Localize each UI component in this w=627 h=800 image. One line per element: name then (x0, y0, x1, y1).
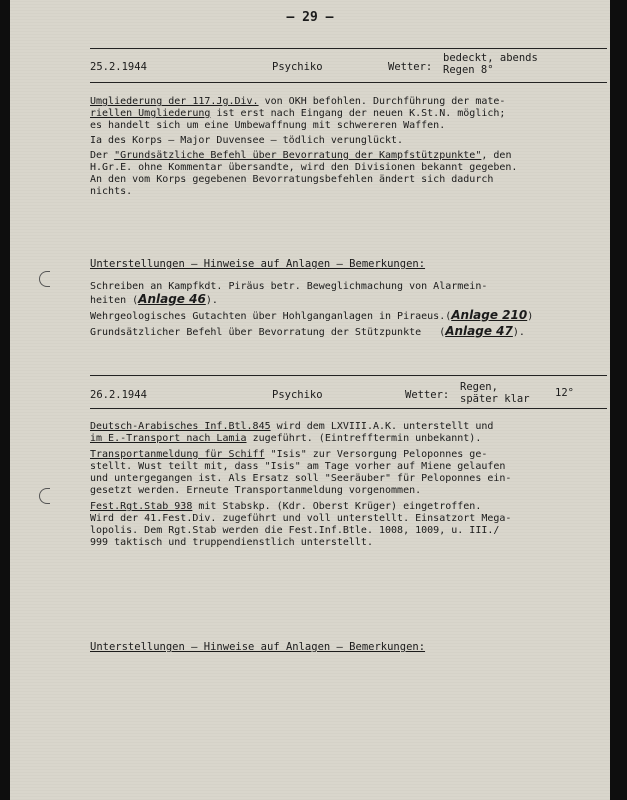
annex-reference: Anlage 46 (138, 292, 206, 306)
underlined-term: "Grundsätzliche Befehl über Bevorratung der Kampfstützpunkte" (114, 150, 482, 161)
underlined-term: Deutsch-Arabisches Inf.Btl.845 (90, 421, 271, 432)
header-rule-top (90, 48, 607, 49)
punch-hole-mark (39, 488, 50, 504)
weather-line: Regen 8° (443, 64, 494, 76)
paragraph-line: und untergegangen ist. Als Ersatz soll "Seeräuber" für Peloponnes ein- (90, 473, 512, 484)
entry-date: 25.2.1944 (90, 61, 147, 73)
entry-place: Psychiko (272, 61, 323, 73)
line-start: Der (90, 150, 115, 161)
paragraph-line (90, 433, 481, 445)
page-number: – 29 – (286, 10, 334, 25)
paragraph-line (90, 108, 505, 120)
header-rule-top (90, 375, 607, 376)
document-page (10, 0, 610, 800)
paragraph-line: nichts. (90, 186, 133, 197)
paragraph-line (90, 96, 505, 108)
annex-line: Grundsätzlicher Befehl über Bevorratung der Stützpunkte (Anlage 47). (90, 324, 525, 338)
paragraph-line: 999 taktisch und truppendienstlich unterstellt. (90, 537, 373, 548)
paragraph-line: stellt. Wust teilt mit, dass "Isis" am Tage vorher auf Miene gelaufen (90, 461, 506, 472)
entry-place: Psychiko (272, 389, 323, 401)
paragraph-line (90, 501, 481, 513)
underlined-term: im E.-Transport nach Lamia (90, 433, 247, 444)
line-rest: mit Stabskp. (Kdr. Oberst Krüger) eingetroffen. (192, 501, 482, 512)
header-rule-bottom (90, 408, 607, 409)
weather-label: Wetter: (405, 389, 450, 401)
annex-heading: Unterstellungen – Hinweise auf Anlagen – Bemerkungen: (90, 641, 426, 653)
underlined-term: Umgliederung der 117.Jg.Div. (90, 96, 259, 107)
paragraph-line: es handelt sich um eine Umbewaffnung mit schwereren Waffen. (90, 120, 446, 131)
line-rest: zugeführt. (Eintrefftermin unbekannt). (246, 433, 482, 444)
line-rest: von OKH befohlen. Durchführung der mate- (258, 96, 506, 107)
paragraph-line: gesetzt werden. Erneute Transportanmeldung vorgenommen. (90, 485, 422, 496)
weather-line: später klar (460, 393, 530, 405)
underlined-term: riellen Umgliederung (90, 108, 211, 119)
paragraph-line: An den vom Korps gegebenen Bevorratungsbefehlen ändert sich dadurch (90, 174, 494, 185)
annex-line: heiten (Anlage 46). (90, 292, 218, 306)
weather-line: bedeckt, abends (443, 52, 538, 64)
paragraph-line: H.Gr.E. ohne Kommentar übersandte, wird den Divisionen bekannt gegeben. (90, 162, 518, 173)
paragraph-line (90, 449, 487, 461)
entry-date: 26.2.1944 (90, 389, 147, 401)
line-rest: ist erst nach Eingang der neuen K.St.N. möglich; (210, 108, 506, 119)
underlined-term: Transportanmeldung für Schiff (90, 449, 265, 460)
paragraph-line: lopolis. Dem Rgt.Stab werden die Fest.Inf.Btle. 1008, 1009, u. III./ (90, 525, 500, 536)
annex-reference: Anlage 47 (445, 324, 513, 338)
paragraph-line (90, 421, 493, 433)
weather-label: Wetter: (388, 61, 433, 73)
temperature: 12° (555, 387, 574, 399)
line-rest: wird dem LXVIII.A.K. unterstellt und (270, 421, 494, 432)
weather-line: Regen, (460, 381, 498, 393)
annex-line: Wehrgeologisches Gutachten über Hohlganganlagen in Piraeus.(Anlage 210) (90, 308, 534, 322)
line-rest: "Isis" zur Versorgung Peloponnes ge- (264, 449, 488, 460)
paragraph-line: Wird der 41.Fest.Div. zugeführt und voll unterstellt. Einsatzort Mega- (90, 513, 512, 524)
line-rest: , den (481, 150, 512, 161)
annex-heading: Unterstellungen – Hinweise auf Anlagen – Bemerkungen: (90, 258, 426, 270)
punch-hole-mark (39, 271, 50, 287)
paragraph-line (90, 150, 511, 162)
underlined-term: Fest.Rgt.Stab 938 (90, 501, 193, 512)
paragraph-line: Ia des Korps – Major Duvensee – tödlich verunglückt. (90, 135, 404, 146)
annex-reference: Anlage 210 (451, 308, 528, 322)
annex-line: Schreiben an Kampfkdt. Piräus betr. Beweglichmachung von Alarmein- (90, 281, 488, 292)
header-rule-bottom (90, 82, 607, 83)
